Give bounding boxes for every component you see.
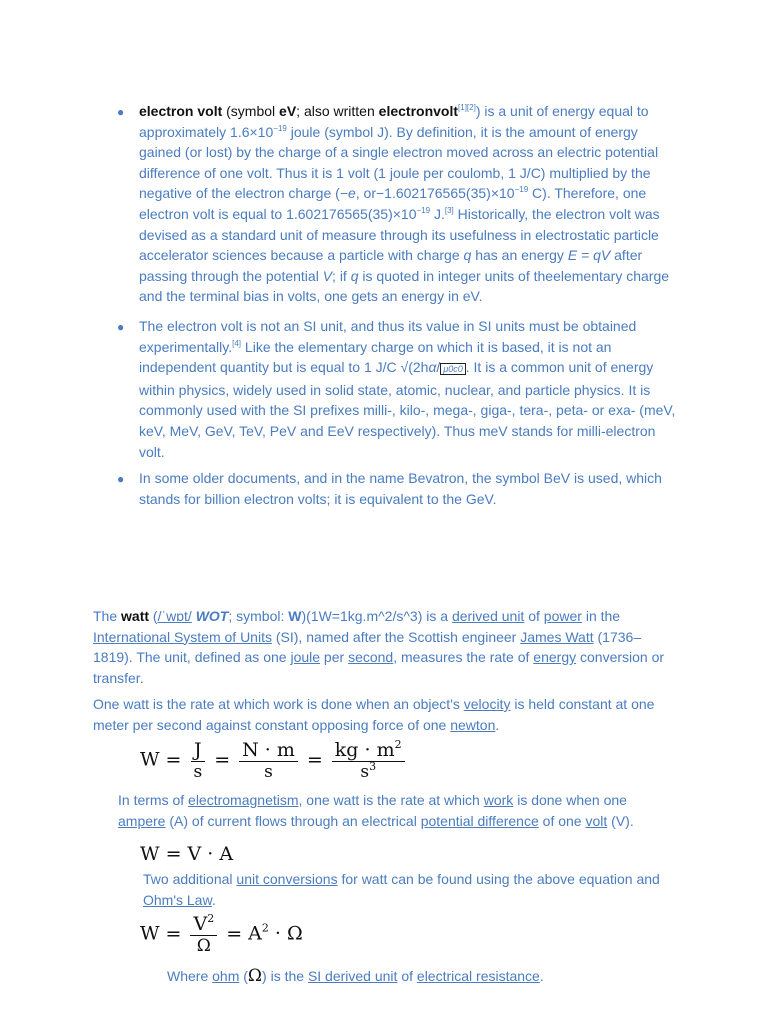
- link-energy[interactable]: energy: [533, 649, 577, 666]
- link-potential-difference[interactable]: potential difference: [420, 812, 539, 829]
- bullet-marker: ●: [117, 472, 125, 486]
- link-joule[interactable]: joule: [290, 649, 321, 666]
- bullet-si-unit: The electron volt is not an SI unit, and thus its value in SI units must be obtained experimentally.[4] Like the elementary charge on which it is based, it is not an independent quantity but is equal to 1 J/C √(2hα/ μ0c0 . It is a common unit of energy within physics, widely used in solid state, atomic, nuclear, and particle physics. It is commonly used with the SI prefixes milli-, kilo-, mega-, giga-, tera-, peta- or exa- (meV, keV, MeV, GeV, TeV, PeV and EeV respectively). Thus meV stands for milli-electron volt.: [139, 318, 676, 460]
- link-electromagnetism[interactable]: electromagnetism: [188, 792, 299, 808]
- formula-box: μ0c0: [440, 363, 465, 375]
- bullet-marker: ●: [117, 320, 125, 334]
- watt-ohm-paragraph: Where ohm (Ω) is the SI derived unit of electrical resistance.: [167, 966, 544, 986]
- link-velocity[interactable]: velocity: [463, 696, 511, 712]
- watt-conversions-paragraph: Two additional unit conversions for watt can be found using the above equation and Ohm's Law.: [143, 871, 660, 908]
- link-si[interactable]: International System of Units: [93, 628, 272, 645]
- bullet-bev: In some older documents, and in the name Bevatron, the symbol BeV is used, which stands for billion electron volts; it is equivalent to the GeV.: [139, 470, 662, 507]
- fraction: $\frac{N \cdot m}{s}$: [239, 739, 298, 782]
- watt-electromagnetism-paragraph: In terms of electromagnetism, one watt is the rate at which work is done when one ampere (A) of current flows through an electrical potential difference of one volt (V).: [118, 792, 634, 829]
- citation-link[interactable]: [4]: [232, 338, 242, 348]
- citation-link[interactable]: [3]: [444, 205, 454, 215]
- fraction: $\frac{kg \cdot m^2}{s^3}$: [332, 739, 405, 782]
- link-ohms-law[interactable]: Ohm's Law: [143, 891, 212, 908]
- link-work[interactable]: work: [483, 792, 514, 808]
- link-power[interactable]: power: [543, 608, 582, 624]
- link-james-watt[interactable]: James Watt: [520, 628, 594, 645]
- link-unit-conversions[interactable]: unit conversions: [236, 871, 338, 887]
- citation-link[interactable]: [1][2]: [458, 103, 476, 112]
- link-volt[interactable]: volt: [585, 812, 608, 829]
- link-ampere[interactable]: ampere: [118, 812, 166, 829]
- link-electrical-resistance[interactable]: electrical resistance: [416, 968, 540, 984]
- watt-equation-1: W = $\frac{J}{s}$ = $\frac{N \cdot m}{s}$ = $\frac{kg \cdot m^2}{s^3}$: [140, 739, 408, 782]
- bullet-marker: ●: [117, 105, 125, 119]
- link-si-derived-unit[interactable]: SI derived unit: [307, 968, 398, 984]
- omega-symbol: Ω: [247, 966, 263, 986]
- bullet-electron-volt: electron volt (symbol eV; also written electronvolt[1][2]) is a unit of energy equal to approximately $1.6\times 10^{-19}$ joule (symbol J). By definition, it is the amount of energy gained (or lost) by the charge of a single electron moved across an electric potential difference of one volt. Thus it is 1 volt (1 joule per coulomb, 1 J/C) multiplied by the negative of the electron charge (−e, $or-1.602176565(35)\times 10^{-19}$ C). Therefore, one electron volt is equal to $1.602176565(35)\times 10^{-19}$ J.[3] Historically, the electron volt was devised as a standard unit of measure through its usefulness in electrostatic particle accelerator sciences because a particle with charge q has an energy E = qV after passing through the potential V; if q is quoted in integer units of theelementary charge and the terminal bias in volts, one gets an energy in eV.: [139, 103, 670, 305]
- link-second[interactable]: second: [348, 649, 394, 666]
- ipa-link[interactable]: /ˈwɒt/: [157, 608, 192, 624]
- fraction: $\frac{J}{s}$: [190, 739, 205, 782]
- fraction: $\frac{V^2}{\Omega}$: [190, 913, 217, 956]
- watt-equation-3: W = $\frac{V^2}{\Omega}$ = $A^2 \cdot \Omega$: [140, 912, 303, 956]
- link-newton[interactable]: newton: [450, 716, 496, 733]
- link-derived-unit[interactable]: derived unit: [451, 608, 525, 624]
- watt-equation-2: W = V · A: [140, 843, 234, 865]
- link-ohm[interactable]: ohm: [212, 968, 240, 984]
- watt-definition-paragraph: One watt is the rate at which work is done when an object's velocity is held constant at one meter per second against constant opposing force of one newton.: [93, 696, 655, 733]
- watt-intro-paragraph: The watt (/ˈwɒt/ WOT; symbol: W)(1W=1kg.m^2/s^3) is a derived unit of power in the International System of Units (SI), named after the Scottish engineer James Watt (1736–1819). The unit, defined as one joule per second, measures the rate of energy conversion or transfer.: [93, 608, 665, 686]
